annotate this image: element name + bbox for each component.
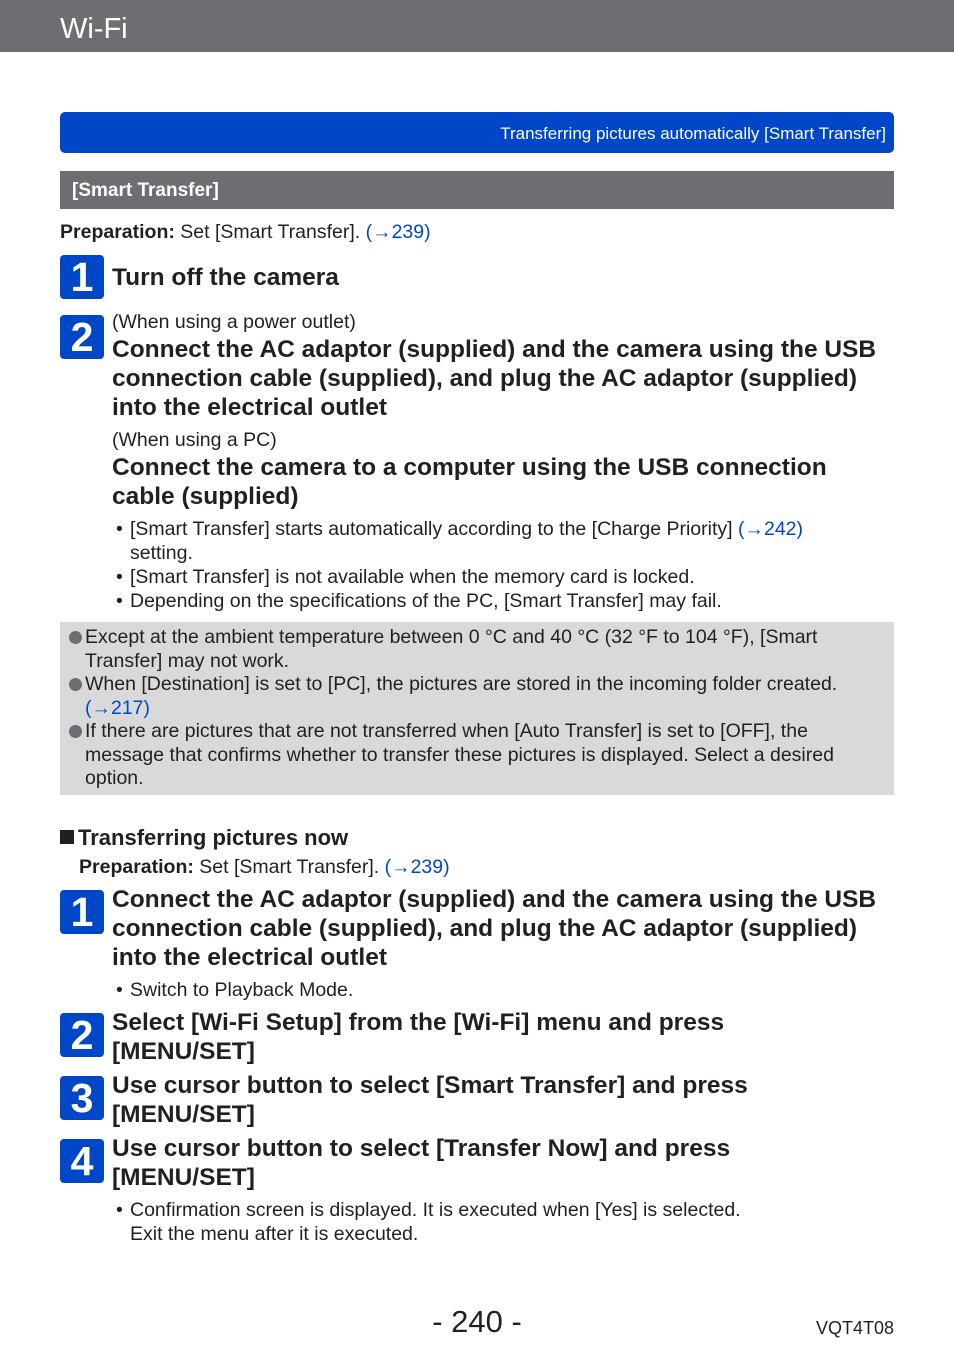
page-number: - 240 -: [432, 1304, 522, 1339]
topic-bar: [60, 112, 894, 153]
preparation-text: Set [Smart Transfer].: [174, 221, 366, 243]
preparation-text: Set [Smart Transfer].: [193, 856, 385, 878]
step-2-badge: 2: [60, 1013, 104, 1057]
step-2-badge: 2: [60, 315, 104, 359]
note-item: When [Destination] is set to [PC], the pictures are stored in the incoming folder created. (→217): [68, 673, 888, 720]
note-item: Except at the ambient temperature between 0 °C and 40 °C (32 °F to 104 °F), [Smart Transfer] may not work.: [68, 626, 888, 673]
section-title-bar: [60, 171, 894, 209]
step-4-bullets: [116, 1198, 886, 1246]
step-2-title-outlet: Connect the AC adaptor (supplied) and the camera using the USB connection cable (supplied), and plug the AC adaptor (supplied) into the electrical outlet: [112, 336, 877, 421]
header-bar: [0, 0, 954, 52]
preparation-label: Preparation:: [79, 856, 194, 878]
step-1-bullets: [116, 978, 886, 1002]
square-bullet-icon: [60, 830, 74, 844]
bullet-dot-icon: [69, 631, 82, 644]
step-4-badge: 4: [60, 1139, 104, 1183]
power-outlet-note: (When using a power outlet): [112, 311, 356, 333]
subsection-heading: Transferring pictures now: [60, 825, 348, 851]
bullet-continuation: setting.: [130, 542, 193, 564]
bullet-item: • Confirmation screen is displayed. It is executed when [Yes] is selected.: [116, 1198, 886, 1222]
bullet-item: • [Smart Transfer] is not available when the memory card is locked.: [116, 565, 886, 589]
step-1-badge: 1: [60, 890, 104, 934]
section-title: [Smart Transfer]: [72, 180, 219, 201]
topic-bar-text: Transferring pictures automatically [Smart Transfer]: [500, 124, 886, 143]
page-link-217[interactable]: (→217): [85, 696, 151, 719]
notes-box: [60, 622, 894, 795]
step-3-title: Use cursor button to select [Smart Transfer] and press [MENU/SET]: [112, 1072, 748, 1128]
step-1-title: Connect the AC adaptor (supplied) and the camera using the USB connection cable (supplied), and plug the AC adaptor (supplied) into the electrical outlet: [112, 886, 877, 971]
header-title: Wi-Fi: [60, 13, 128, 45]
preparation-line-2: [79, 855, 450, 879]
notes-list: [68, 626, 888, 791]
step-4-title: Use cursor button to select [Transfer Now] and press [MENU/SET]: [112, 1135, 731, 1191]
document-code: VQT4T08: [815, 1318, 894, 1338]
preparation-label: Preparation:: [60, 221, 175, 243]
bullet-continuation: Exit the menu after it is executed.: [130, 1223, 419, 1245]
page-link-239[interactable]: (→239): [365, 221, 431, 243]
bullet-dot-icon: [69, 725, 82, 738]
step-1-title: Turn off the camera: [112, 264, 339, 291]
page-link-239[interactable]: (→239): [384, 856, 450, 878]
step-2-bullets: [116, 517, 886, 613]
bullet-dot-icon: [69, 678, 82, 691]
pc-note: (When using a PC): [112, 429, 277, 451]
step-3-badge: 3: [60, 1076, 104, 1120]
bullet-item: • [Smart Transfer] starts automatically according to the [Charge Priority] (→242): [116, 517, 886, 541]
bullet-item: • Switch to Playback Mode.: [116, 978, 886, 1002]
preparation-line: [60, 220, 431, 244]
note-item: If there are pictures that are not transferred when [Auto Transfer] is set to [OFF], the message that confirms whether to transfer these pictures is displayed. Select a desired option.: [68, 720, 888, 791]
step-1-badge: 1: [60, 255, 104, 299]
bullet-item: • Depending on the specifications of the PC, [Smart Transfer] may fail.: [116, 589, 886, 613]
step-2-title-pc: Connect the camera to a computer using the USB connection cable (supplied): [112, 454, 827, 510]
page-link-242[interactable]: (→242): [738, 518, 804, 540]
step-2-title: Select [Wi-Fi Setup] from the [Wi-Fi] menu and press [MENU/SET]: [112, 1009, 725, 1065]
